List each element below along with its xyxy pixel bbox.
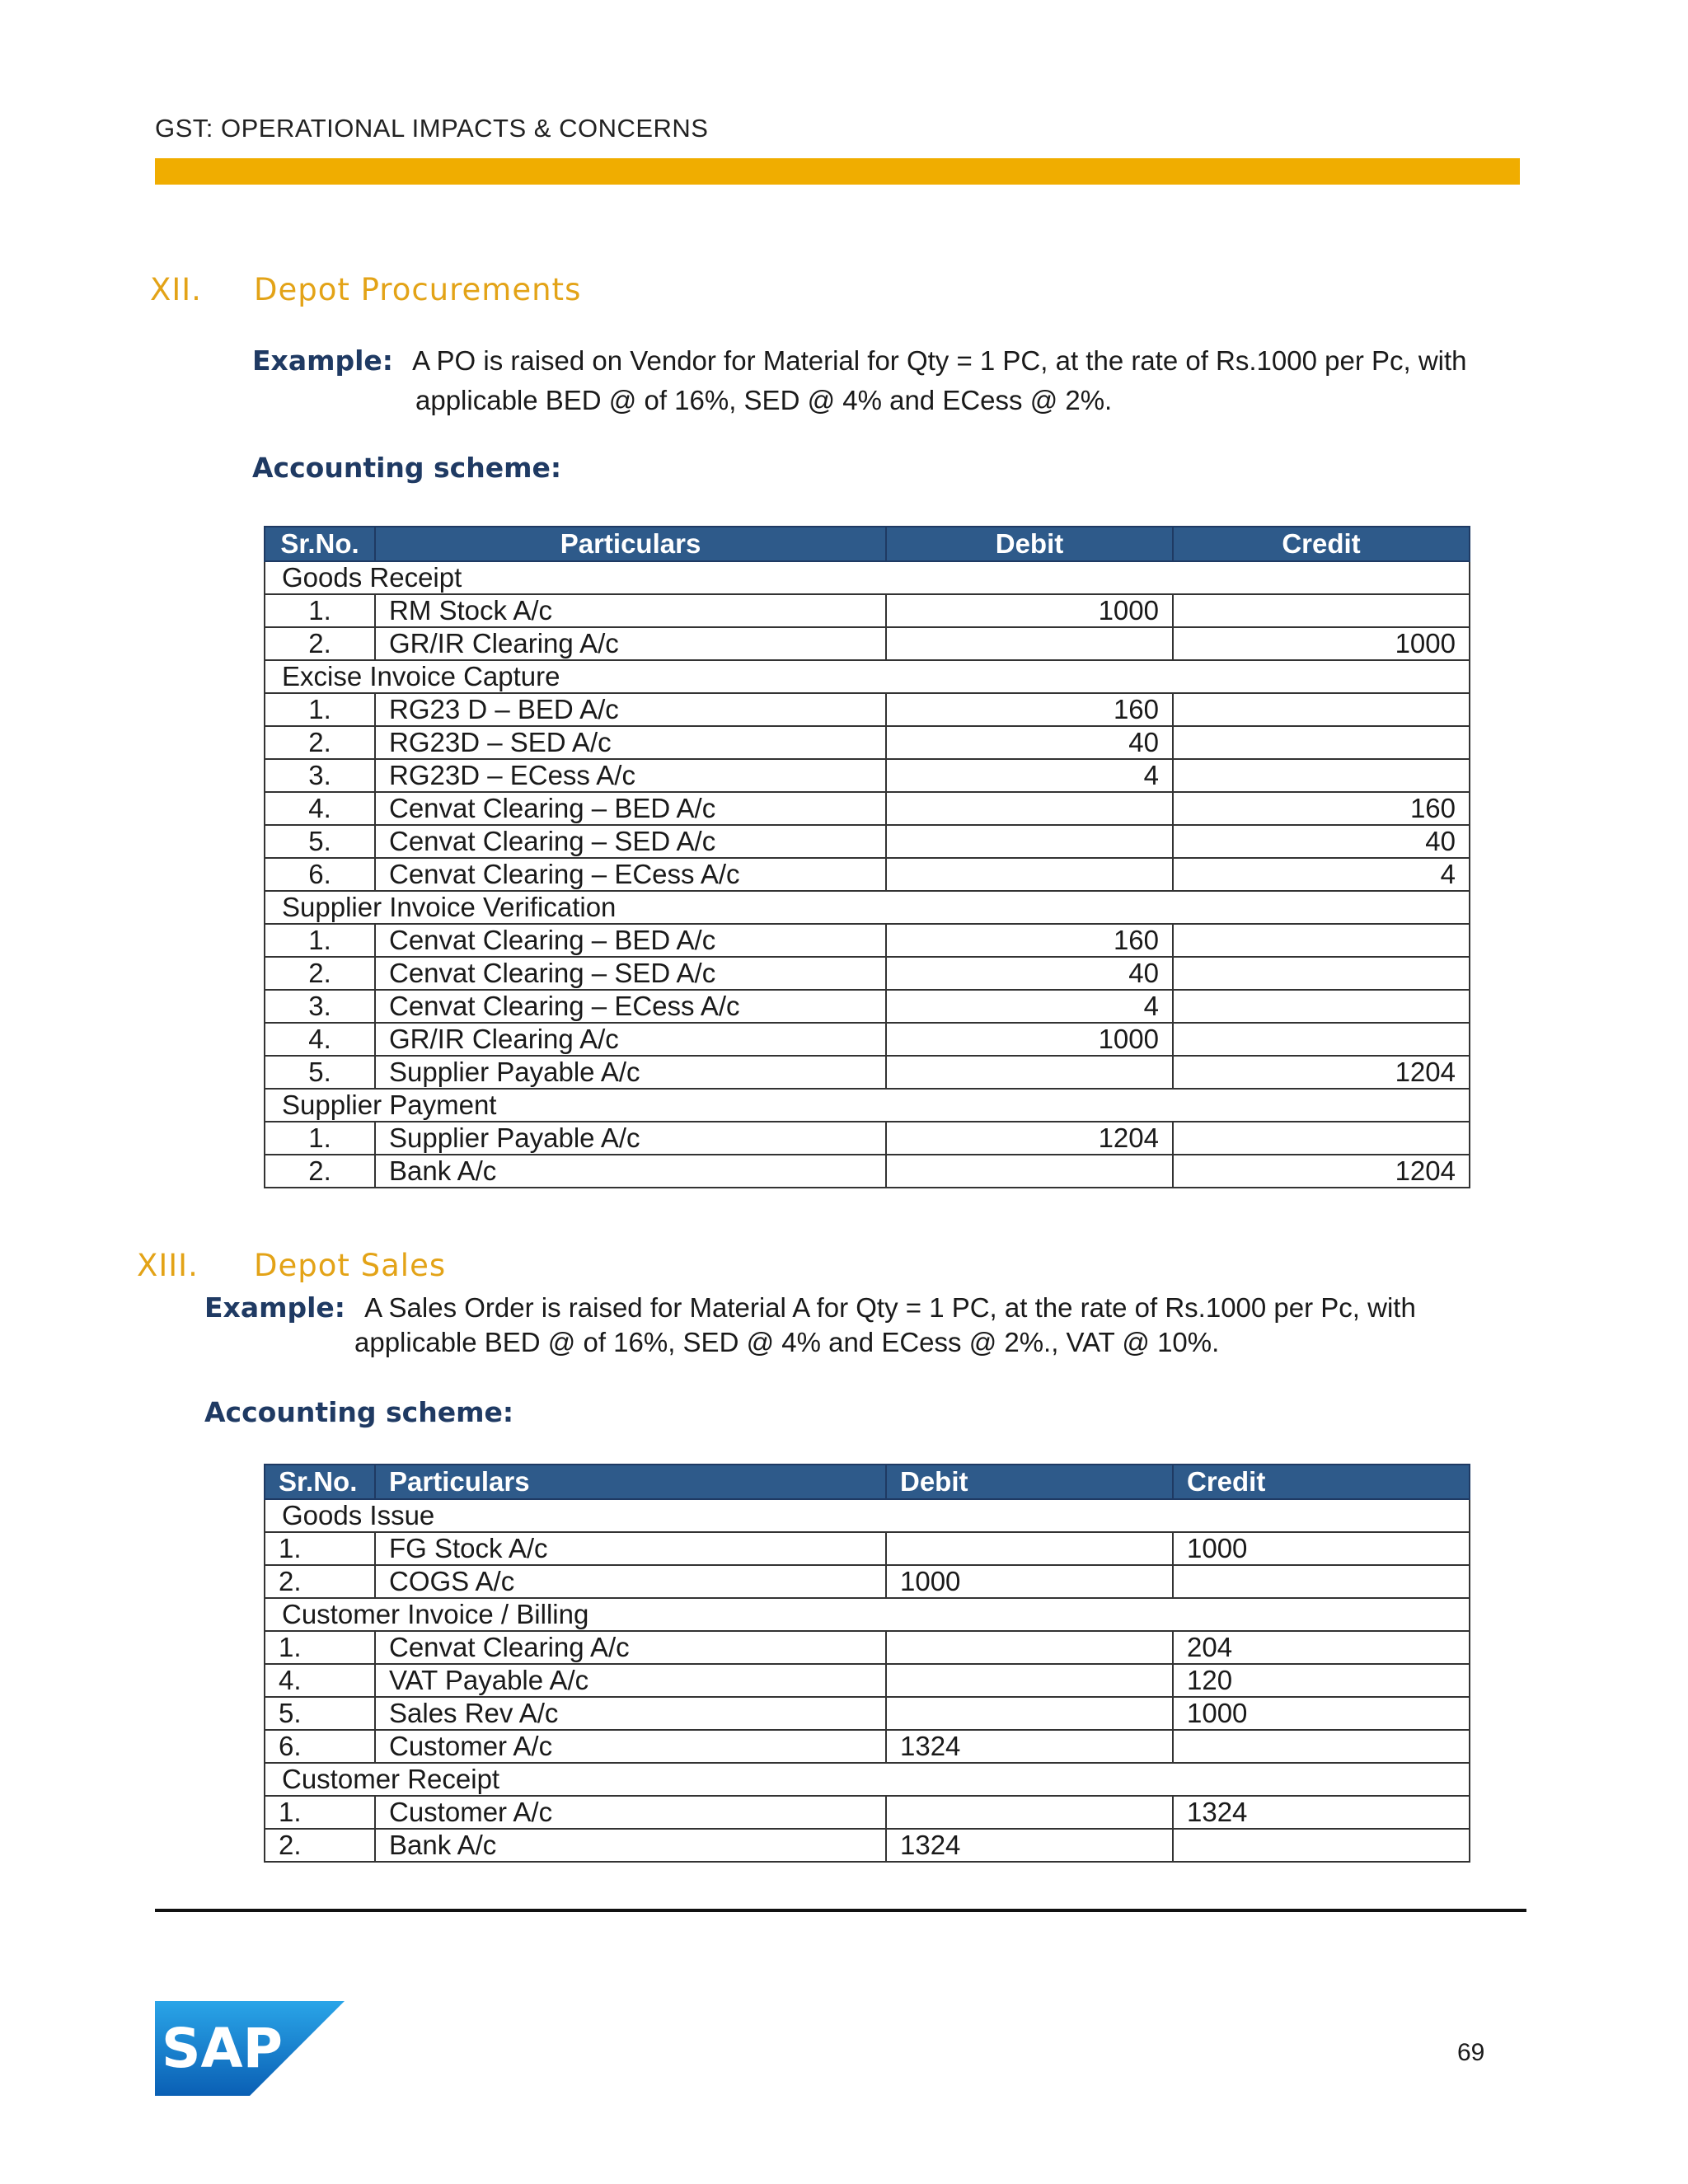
table-row <box>265 726 1470 759</box>
sr-no-cell: 2. <box>265 1155 375 1188</box>
particulars-cell: Supplier Payable A/c <box>375 1056 886 1089</box>
sr-no-cell: 4. <box>265 792 375 825</box>
section-heading: Depot Procurements <box>254 272 582 307</box>
credit-cell <box>1173 1122 1470 1155</box>
sap-logo-text: SAP <box>162 2017 283 2080</box>
particulars-cell: RG23D – SED A/c <box>375 726 886 759</box>
table-row <box>265 825 1470 858</box>
particulars-cell: RM Stock A/c <box>375 594 886 627</box>
debit-cell: 4 <box>886 990 1173 1023</box>
debit-cell: 40 <box>886 726 1173 759</box>
particulars-cell: VAT Payable A/c <box>375 1664 886 1697</box>
group-row <box>265 891 1470 924</box>
sr-no-cell: 4. <box>265 1664 375 1697</box>
section-number: XII. <box>150 272 202 307</box>
group-label: Supplier Invoice Verification <box>265 891 1470 924</box>
particulars-cell: Cenvat Clearing – BED A/c <box>375 924 886 957</box>
table-row <box>265 1697 1470 1730</box>
table-row <box>265 792 1470 825</box>
debit-cell <box>886 825 1173 858</box>
credit-cell: 1204 <box>1173 1056 1470 1089</box>
particulars-cell: FG Stock A/c <box>375 1532 886 1565</box>
table-row <box>265 1730 1470 1763</box>
sr-no-cell: 3. <box>265 990 375 1023</box>
group-label: Customer Invoice / Billing <box>265 1598 1470 1631</box>
accounting-table-procurement <box>264 526 1470 1188</box>
credit-cell <box>1173 1829 1470 1862</box>
particulars-cell: Cenvat Clearing A/c <box>375 1631 886 1664</box>
credit-cell <box>1173 1565 1470 1598</box>
sr-no-cell: 1. <box>265 924 375 957</box>
sr-no-cell: 1. <box>265 594 375 627</box>
particulars-cell: Cenvat Clearing – ECess A/c <box>375 858 886 891</box>
credit-cell <box>1173 1730 1470 1763</box>
debit-cell <box>886 1532 1173 1565</box>
header-accent-bar <box>155 158 1520 185</box>
section-title-depot-sales <box>137 1248 446 1283</box>
sr-no-cell: 4. <box>265 1023 375 1056</box>
particulars-cell: COGS A/c <box>375 1565 886 1598</box>
group-label: Excise Invoice Capture <box>265 660 1470 693</box>
credit-cell: 4 <box>1173 858 1470 891</box>
particulars-cell: RG23D – ECess A/c <box>375 759 886 792</box>
section-heading: Depot Sales <box>254 1248 447 1283</box>
particulars-cell: Bank A/c <box>375 1155 886 1188</box>
table-row <box>265 1565 1470 1598</box>
particulars-cell: Customer A/c <box>375 1796 886 1829</box>
debit-cell: 1324 <box>886 1829 1173 1862</box>
accounting-scheme-label: Accounting scheme: <box>204 1396 514 1428</box>
column-header-credit: Credit <box>1173 1465 1470 1499</box>
table-row <box>265 1829 1470 1862</box>
group-label: Goods Receipt <box>265 561 1470 594</box>
credit-cell <box>1173 759 1470 792</box>
document-header-title: GST: OPERATIONAL IMPACTS & CONCERNS <box>155 114 709 143</box>
group-row <box>265 1598 1470 1631</box>
debit-cell: 1000 <box>886 1023 1173 1056</box>
example-line-2: applicable BED @ of 16%, SED @ 4% and ECess @ 2%. <box>415 385 1113 415</box>
debit-cell: 160 <box>886 924 1173 957</box>
example-label: Example: <box>204 1291 345 1324</box>
credit-cell <box>1173 957 1470 990</box>
table-row <box>265 924 1470 957</box>
column-header-credit: Credit <box>1173 527 1470 561</box>
particulars-cell: Cenvat Clearing – SED A/c <box>375 957 886 990</box>
table-row <box>265 858 1470 891</box>
sr-no-cell: 5. <box>265 1056 375 1089</box>
debit-cell: 40 <box>886 957 1173 990</box>
credit-cell <box>1173 726 1470 759</box>
table-row <box>265 693 1470 726</box>
table-row <box>265 1664 1470 1697</box>
footer-divider <box>155 1909 1526 1912</box>
particulars-cell: RG23 D – BED A/c <box>375 693 886 726</box>
group-row <box>265 1089 1470 1122</box>
sr-no-cell: 1. <box>265 1631 375 1664</box>
group-row <box>265 561 1470 594</box>
table-row <box>265 957 1470 990</box>
debit-cell: 160 <box>886 693 1173 726</box>
page-number: 69 <box>1457 2039 1485 2066</box>
accounting-table-sales <box>264 1464 1470 1863</box>
column-header-debit: Debit <box>886 527 1173 561</box>
table-row <box>265 990 1470 1023</box>
credit-cell <box>1173 924 1470 957</box>
credit-cell: 1204 <box>1173 1155 1470 1188</box>
debit-cell <box>886 627 1173 660</box>
group-row <box>265 1763 1470 1796</box>
example-paragraph <box>252 341 1467 420</box>
table-row <box>265 627 1470 660</box>
particulars-cell: Cenvat Clearing – BED A/c <box>375 792 886 825</box>
table-row <box>265 1631 1470 1664</box>
group-row <box>265 1499 1470 1532</box>
credit-cell: 40 <box>1173 825 1470 858</box>
table-row <box>265 1122 1470 1155</box>
table-row <box>265 1023 1470 1056</box>
sr-no-cell: 2. <box>265 1565 375 1598</box>
credit-cell: 1000 <box>1173 627 1470 660</box>
column-header-particulars: Particulars <box>375 527 886 561</box>
example-line-1: A PO is raised on Vendor for Material for Qty = 1 PC, at the rate of Rs.1000 per Pc, with <box>412 345 1467 376</box>
debit-cell <box>886 1056 1173 1089</box>
particulars-cell: Bank A/c <box>375 1829 886 1862</box>
debit-cell <box>886 1796 1173 1829</box>
particulars-cell: GR/IR Clearing A/c <box>375 1023 886 1056</box>
particulars-cell: Supplier Payable A/c <box>375 1122 886 1155</box>
column-header-sr-no: Sr.No. <box>265 527 375 561</box>
credit-cell <box>1173 594 1470 627</box>
debit-cell <box>886 1697 1173 1730</box>
credit-cell: 1324 <box>1173 1796 1470 1829</box>
group-row <box>265 660 1470 693</box>
table-row <box>265 1155 1470 1188</box>
debit-cell <box>886 1155 1173 1188</box>
sr-no-cell: 2. <box>265 627 375 660</box>
credit-cell: 1000 <box>1173 1532 1470 1565</box>
debit-cell: 1000 <box>886 594 1173 627</box>
example-line-1: A Sales Order is raised for Material A for Qty = 1 PC, at the rate of Rs.1000 per Pc, with <box>364 1292 1416 1323</box>
particulars-cell: Cenvat Clearing – ECess A/c <box>375 990 886 1023</box>
example-label: Example: <box>252 344 393 377</box>
sr-no-cell: 1. <box>265 1532 375 1565</box>
sr-no-cell: 1. <box>265 1796 375 1829</box>
particulars-cell: Sales Rev A/c <box>375 1697 886 1730</box>
particulars-cell: Cenvat Clearing – SED A/c <box>375 825 886 858</box>
debit-cell <box>886 1631 1173 1664</box>
table-row <box>265 1532 1470 1565</box>
debit-cell: 1204 <box>886 1122 1173 1155</box>
sr-no-cell: 2. <box>265 726 375 759</box>
sr-no-cell: 2. <box>265 1829 375 1862</box>
table-row <box>265 594 1470 627</box>
credit-cell: 120 <box>1173 1664 1470 1697</box>
sr-no-cell: 2. <box>265 957 375 990</box>
sr-no-cell: 6. <box>265 1730 375 1763</box>
credit-cell <box>1173 693 1470 726</box>
sr-no-cell: 5. <box>265 1697 375 1730</box>
particulars-cell: Customer A/c <box>375 1730 886 1763</box>
sap-logo <box>155 2001 345 2096</box>
debit-cell: 1000 <box>886 1565 1173 1598</box>
credit-cell: 204 <box>1173 1631 1470 1664</box>
example-paragraph <box>204 1291 1416 1360</box>
group-label: Customer Receipt <box>265 1763 1470 1796</box>
table-row <box>265 1056 1470 1089</box>
debit-cell: 1324 <box>886 1730 1173 1763</box>
debit-cell <box>886 792 1173 825</box>
credit-cell <box>1173 1023 1470 1056</box>
section-number: XIII. <box>137 1248 199 1283</box>
table-row <box>265 1796 1470 1829</box>
example-line-2: applicable BED @ of 16%, SED @ 4% and ECess @ 2%., VAT @ 10%. <box>354 1327 1220 1357</box>
sr-no-cell: 5. <box>265 825 375 858</box>
sr-no-cell: 6. <box>265 858 375 891</box>
column-header-particulars: Particulars <box>375 1465 886 1499</box>
credit-cell <box>1173 990 1470 1023</box>
column-header-sr-no: Sr.No. <box>265 1465 375 1499</box>
credit-cell: 160 <box>1173 792 1470 825</box>
section-title-depot-procurements <box>150 272 581 307</box>
debit-cell: 4 <box>886 759 1173 792</box>
sr-no-cell: 1. <box>265 693 375 726</box>
table-row <box>265 759 1470 792</box>
particulars-cell: GR/IR Clearing A/c <box>375 627 886 660</box>
debit-cell <box>886 858 1173 891</box>
sr-no-cell: 1. <box>265 1122 375 1155</box>
sr-no-cell: 3. <box>265 759 375 792</box>
accounting-scheme-label: Accounting scheme: <box>252 452 562 484</box>
column-header-debit: Debit <box>886 1465 1173 1499</box>
group-label: Goods Issue <box>265 1499 1470 1532</box>
group-label: Supplier Payment <box>265 1089 1470 1122</box>
debit-cell <box>886 1664 1173 1697</box>
credit-cell: 1000 <box>1173 1697 1470 1730</box>
